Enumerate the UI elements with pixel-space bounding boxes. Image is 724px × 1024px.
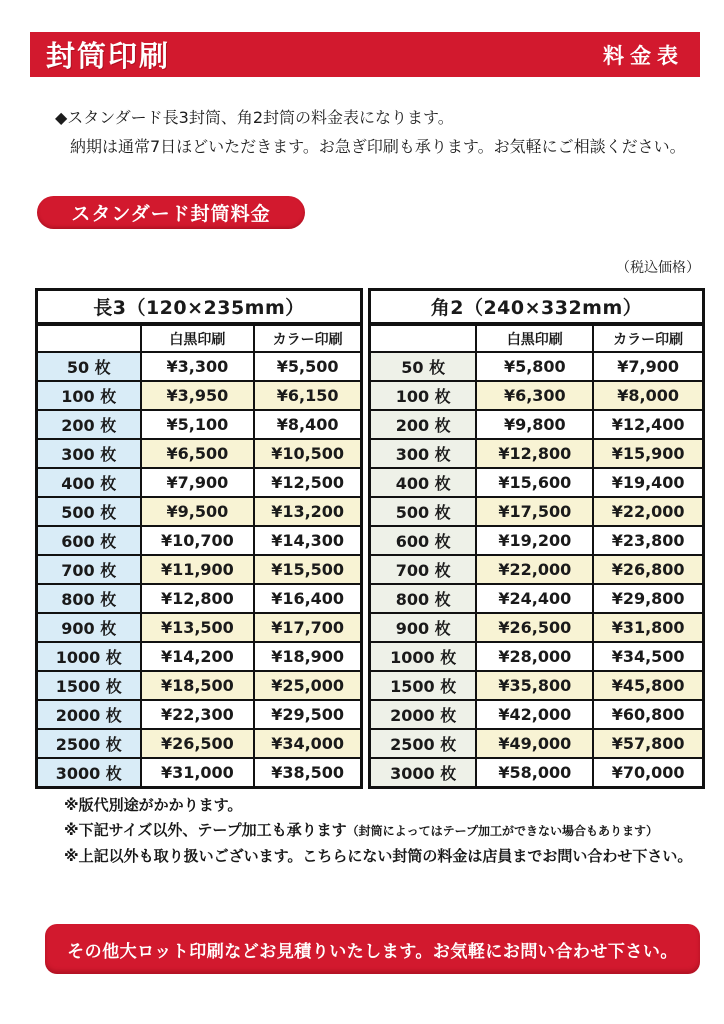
color-price-cell: ¥16,400 — [254, 584, 361, 613]
table-row — [37, 642, 362, 671]
color-price-cell: ¥38,500 — [254, 758, 361, 788]
bw-price-cell: ¥7,900 — [141, 468, 255, 497]
color-price-cell: ¥13,200 — [254, 497, 361, 526]
bw-price-cell: ¥17,500 — [476, 497, 593, 526]
table-row — [37, 729, 362, 758]
column-header-row — [370, 324, 704, 352]
bw-price-cell: ¥28,000 — [476, 642, 593, 671]
corner-cell — [370, 324, 477, 352]
bw-price-cell: ¥12,800 — [476, 439, 593, 468]
qty-cell: 600 枚 — [37, 526, 141, 555]
color-price-cell: ¥15,500 — [254, 555, 361, 584]
page-header-banner — [30, 32, 700, 77]
footnote-2-detail: （封筒によってはテープ加工ができない場合もあります） — [346, 824, 659, 838]
qty-cell: 900 枚 — [37, 613, 141, 642]
table-row — [370, 642, 704, 671]
table-row — [37, 381, 362, 410]
table-row — [37, 497, 362, 526]
bw-price-cell: ¥12,800 — [141, 584, 255, 613]
table-row — [370, 613, 704, 642]
qty-cell: 800 枚 — [37, 584, 141, 613]
table-row — [37, 526, 362, 555]
color-price-cell: ¥18,900 — [254, 642, 361, 671]
qty-cell: 3000 枚 — [370, 758, 477, 788]
color-price-cell: ¥29,800 — [593, 584, 703, 613]
bw-price-cell: ¥49,000 — [476, 729, 593, 758]
bw-price-cell: ¥14,200 — [141, 642, 255, 671]
table-row — [370, 381, 704, 410]
price-tables — [35, 288, 705, 789]
qty-cell: 500 枚 — [370, 497, 477, 526]
qty-cell: 400 枚 — [370, 468, 477, 497]
intro-text — [55, 103, 686, 161]
table-row — [37, 468, 362, 497]
bw-price-cell: ¥5,100 — [141, 410, 255, 439]
price-table-naga3 — [35, 288, 363, 789]
bw-price-cell: ¥3,950 — [141, 381, 255, 410]
column-header-color: カラー印刷 — [254, 324, 361, 352]
page-title-badge: 料金表 — [603, 43, 684, 68]
bw-price-cell: ¥15,600 — [476, 468, 593, 497]
table-row — [370, 352, 704, 381]
bw-price-cell: ¥6,300 — [476, 381, 593, 410]
corner-cell — [37, 324, 141, 352]
qty-cell: 100 枚 — [370, 381, 477, 410]
color-price-cell: ¥12,500 — [254, 468, 361, 497]
table-row — [370, 584, 704, 613]
footnotes — [64, 793, 692, 869]
qty-cell: 50 枚 — [370, 352, 477, 381]
column-header-bw: 白黒印刷 — [141, 324, 255, 352]
table-title-row — [370, 290, 704, 325]
color-price-cell: ¥29,500 — [254, 700, 361, 729]
bw-price-cell: ¥3,300 — [141, 352, 255, 381]
table-row — [370, 758, 704, 788]
color-price-cell: ¥25,000 — [254, 671, 361, 700]
color-price-cell: ¥70,000 — [593, 758, 703, 788]
qty-cell: 300 枚 — [370, 439, 477, 468]
qty-cell: 3000 枚 — [37, 758, 141, 788]
section-heading-label: スタンダード封筒料金 — [71, 203, 271, 225]
column-header-color: カラー印刷 — [593, 324, 703, 352]
table-row — [37, 613, 362, 642]
column-header-bw: 白黒印刷 — [476, 324, 593, 352]
bw-price-cell: ¥26,500 — [141, 729, 255, 758]
table-row — [37, 410, 362, 439]
qty-cell: 2000 枚 — [37, 700, 141, 729]
table-row — [370, 468, 704, 497]
qty-cell: 2000 枚 — [370, 700, 477, 729]
bw-price-cell: ¥5,800 — [476, 352, 593, 381]
bw-price-cell: ¥22,000 — [476, 555, 593, 584]
table-row — [370, 497, 704, 526]
color-price-cell: ¥22,000 — [593, 497, 703, 526]
bw-price-cell: ¥18,500 — [141, 671, 255, 700]
bw-price-cell: ¥42,000 — [476, 700, 593, 729]
table-row — [37, 671, 362, 700]
section-heading-pill — [37, 196, 305, 229]
bw-price-cell: ¥10,700 — [141, 526, 255, 555]
tax-included-note: （税込価格） — [616, 260, 700, 276]
color-price-cell: ¥60,800 — [593, 700, 703, 729]
bw-price-cell: ¥24,400 — [476, 584, 593, 613]
table-row — [37, 584, 362, 613]
color-price-cell: ¥8,000 — [593, 381, 703, 410]
color-price-cell: ¥57,800 — [593, 729, 703, 758]
bw-price-cell: ¥22,300 — [141, 700, 255, 729]
table-row — [370, 410, 704, 439]
column-header-row — [37, 324, 362, 352]
bw-price-cell: ¥9,500 — [141, 497, 255, 526]
bw-price-cell: ¥58,000 — [476, 758, 593, 788]
qty-cell: 1000 枚 — [370, 642, 477, 671]
bw-price-cell: ¥35,800 — [476, 671, 593, 700]
color-price-cell: ¥6,150 — [254, 381, 361, 410]
qty-cell: 50 枚 — [37, 352, 141, 381]
qty-cell: 100 枚 — [37, 381, 141, 410]
table-row — [37, 439, 362, 468]
qty-cell: 600 枚 — [370, 526, 477, 555]
table-row — [370, 555, 704, 584]
qty-cell: 700 枚 — [37, 555, 141, 584]
footnote-2-main: ※下記サイズ以外、テープ加工も承ります — [64, 821, 347, 839]
table-row — [370, 526, 704, 555]
bw-price-cell: ¥11,900 — [141, 555, 255, 584]
footer-banner-text: その他大ロット印刷などお見積りいたします。お気軽にお問い合わせ下さい。 — [67, 941, 678, 962]
qty-cell: 1000 枚 — [37, 642, 141, 671]
qty-cell: 400 枚 — [37, 468, 141, 497]
color-price-cell: ¥14,300 — [254, 526, 361, 555]
table-row — [37, 700, 362, 729]
qty-cell: 900 枚 — [370, 613, 477, 642]
bw-price-cell: ¥19,200 — [476, 526, 593, 555]
qty-cell: 300 枚 — [37, 439, 141, 468]
page-title: 封筒印刷 — [46, 39, 171, 73]
table-row — [370, 729, 704, 758]
table-title-row — [37, 290, 362, 325]
qty-cell: 1500 枚 — [37, 671, 141, 700]
intro-line-1: ◆スタンダード長3封筒、角2封筒の料金表になります。 — [55, 108, 454, 127]
bw-price-cell: ¥13,500 — [141, 613, 255, 642]
qty-cell: 700 枚 — [370, 555, 477, 584]
qty-cell: 2500 枚 — [37, 729, 141, 758]
color-price-cell: ¥8,400 — [254, 410, 361, 439]
color-price-cell: ¥31,800 — [593, 613, 703, 642]
bw-price-cell: ¥6,500 — [141, 439, 255, 468]
footnote-2 — [64, 818, 692, 844]
color-price-cell: ¥7,900 — [593, 352, 703, 381]
qty-cell: 200 枚 — [370, 410, 477, 439]
footer-banner — [45, 924, 700, 974]
table-row — [37, 555, 362, 584]
color-price-cell: ¥10,500 — [254, 439, 361, 468]
table-row — [370, 671, 704, 700]
color-price-cell: ¥12,400 — [593, 410, 703, 439]
color-price-cell: ¥15,900 — [593, 439, 703, 468]
color-price-cell: ¥26,800 — [593, 555, 703, 584]
qty-cell: 2500 枚 — [370, 729, 477, 758]
bw-price-cell: ¥31,000 — [141, 758, 255, 788]
bw-price-cell: ¥26,500 — [476, 613, 593, 642]
footnote-1: ※版代別途がかかります。 — [64, 796, 243, 814]
table-row — [37, 758, 362, 788]
table-row — [37, 352, 362, 381]
table-row — [370, 439, 704, 468]
color-price-cell: ¥34,500 — [593, 642, 703, 671]
color-price-cell: ¥17,700 — [254, 613, 361, 642]
color-price-cell: ¥45,800 — [593, 671, 703, 700]
price-table-kaku2 — [368, 288, 705, 789]
qty-cell: 800 枚 — [370, 584, 477, 613]
qty-cell: 500 枚 — [37, 497, 141, 526]
qty-cell: 1500 枚 — [370, 671, 477, 700]
bw-price-cell: ¥9,800 — [476, 410, 593, 439]
qty-cell: 200 枚 — [37, 410, 141, 439]
color-price-cell: ¥5,500 — [254, 352, 361, 381]
table-title-kaku2: 角2（240×332mm） — [370, 290, 704, 325]
color-price-cell: ¥34,000 — [254, 729, 361, 758]
table-row — [370, 700, 704, 729]
footnote-3: ※上記以外も取り扱いございます。こちらにない封筒の料金は店員までお問い合わせ下さい。 — [64, 847, 693, 865]
color-price-cell: ¥19,400 — [593, 468, 703, 497]
table-title-naga3: 長3（120×235mm） — [37, 290, 362, 325]
intro-line-2: 納期は通常7日ほどいただきます。お急ぎ印刷も承ります。お気軽にご相談ください。 — [70, 137, 686, 156]
color-price-cell: ¥23,800 — [593, 526, 703, 555]
